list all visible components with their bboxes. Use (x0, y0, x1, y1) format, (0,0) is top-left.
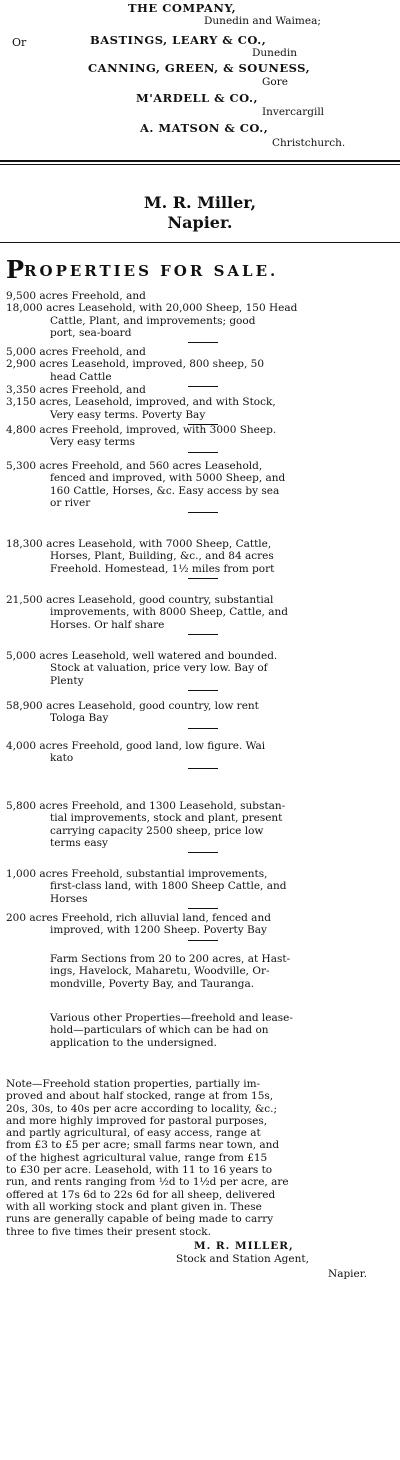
listing-separator (188, 908, 218, 909)
note-line: and more highly improved for pastoral purposes, (6, 1114, 268, 1127)
listing-line-indented: improved, with 1200 Sheep. Poverty Bay (50, 924, 267, 937)
note-line: runs are generally capable of being made to carry (6, 1213, 274, 1226)
listing-separator (188, 578, 218, 579)
note-line: from £3 to £5 per acre; small farms near town, and (6, 1139, 280, 1152)
note-line: of the highest agricultural value, range from £15 (6, 1151, 268, 1164)
listing-line: 2,900 acres Leasehold, improved, 800 sheep, 50 (6, 358, 265, 371)
listing-line-indented: Tologa Bay (50, 712, 109, 725)
note-line: 20s, 30s, to 40s per acre according to locality, &c.; (6, 1102, 278, 1115)
listing-line-indented: 160 Cattle, Horses, &c. Easy access by sea (50, 484, 280, 497)
agent-place-5: Christchurch. (272, 137, 346, 149)
note-line: proved and about half stocked, range at from 15s, (6, 1090, 274, 1103)
title-rest: ROPERTIES FOR SALE. (24, 262, 279, 280)
farm_sections-line: mondville, Poverty Bay, and Tauranga. (50, 977, 255, 990)
listing-item (6, 650, 396, 687)
listing-line: 21,500 acres Leasehold, good country, substantial (6, 594, 274, 606)
farm_sections-line: Farm Sections from 20 to 200 acres, at Hast- (50, 953, 291, 965)
listing-line: 5,800 acres Freehold, and 1300 Leasehold, substan- (6, 800, 286, 812)
listing-line-indented: Very easy terms. Poverty Bay (50, 408, 206, 421)
listing-line: 200 acres Freehold, rich alluvial land, fenced and (6, 912, 271, 924)
title-initial: P (6, 255, 25, 284)
or-label: Or (12, 36, 27, 49)
listing-line: 1,000 acres Freehold, substantial improvements, (6, 868, 268, 880)
note-line: three to five times their present stock. (6, 1225, 211, 1238)
listing-separator (188, 728, 218, 729)
agent-firm-2: BASTINGS, LEARY & CO., (90, 33, 267, 47)
listing-line-indented: first-class land, with 1800 Sheep Cattle, and (50, 880, 287, 893)
listing-item (6, 740, 396, 765)
listing-line: 5,000 acres Leasehold, well watered and bounded. (6, 650, 278, 662)
listing-separator (188, 634, 218, 635)
listing-line-indented: Horses, Plant, Building, &c., and 84 acres (50, 550, 274, 563)
listing-line-indented: or river (50, 496, 91, 509)
listing-item (6, 384, 396, 421)
note-line: to £30 per acre. Leasehold, with 11 to 16 years to (6, 1164, 273, 1177)
signature-title: Stock and Station Agent, (176, 1253, 309, 1265)
listing-line: 5,000 acres Freehold, and (6, 346, 146, 358)
listing-line-indented: tial improvements, stock and plant, present (50, 812, 283, 825)
listing-item (6, 346, 396, 383)
listing-line-indented: improvements, with 8000 Sheep, Cattle, and (50, 606, 288, 619)
note-paragraph (6, 1078, 396, 1238)
listing-separator (188, 452, 218, 453)
divider-rule-thin (0, 164, 400, 165)
listing-line-indented: Plenty (50, 674, 84, 687)
listing-item (6, 460, 396, 509)
agent-firm-1: THE COMPANY, (128, 1, 237, 15)
divider-rule (0, 160, 400, 162)
listing-separator (188, 690, 218, 691)
listing-line-indented: Freehold. Homestead, 1½ miles from port (50, 562, 275, 575)
listing-line: 18,000 acres Leasehold, with 20,000 Sheep, 150 Head (6, 302, 298, 315)
listing-line: 9,500 acres Freehold, and (6, 290, 146, 302)
agent-place-2: Dunedin (252, 47, 297, 59)
listing-line: 4,800 acres Freehold, improved, with 3000 Sheep. (6, 424, 277, 436)
listing-line-indented: port, sea-board (50, 326, 132, 339)
listing-item (6, 800, 396, 849)
listing-separator (188, 768, 218, 769)
listing-line-indented: fenced and improved, with 5000 Sheep, and (50, 472, 286, 485)
various-properties-text (50, 1012, 396, 1049)
agent-place-1: Dunedin and Waimea; (204, 15, 321, 27)
agent-firm-3: CANNING, GREEN, & SOUNESS, (88, 61, 311, 75)
note-line: and partly agricultural, of easy access, range at (6, 1127, 261, 1140)
agent-firm-5: A. MATSON & CO., (140, 121, 269, 135)
listing-item (6, 868, 396, 905)
advertiser-name: M. R. Miller, (143, 193, 257, 212)
advertiser-town: Napier. (167, 213, 233, 232)
listing-line-indented: Stock at valuation, price very low. Bay of (50, 662, 268, 675)
agent-place-3: Gore (262, 76, 288, 88)
listing-line-indented: Cattle, Plant, and improvements; good (50, 314, 256, 327)
farm-sections-text (50, 953, 396, 990)
listing-item (6, 424, 396, 449)
listing-line: 4,000 acres Freehold, good land, low figure. Wai (6, 740, 266, 752)
advertiser-block (0, 193, 400, 233)
section-rule (0, 242, 400, 243)
listing-line: 3,350 acres Freehold, and (6, 384, 146, 396)
listing-line-indented: Horses. Or half share (50, 618, 165, 631)
farm_sections-line: ings, Havelock, Maharetu, Woodville, Or- (50, 965, 270, 978)
listing-line-indented: Very easy terms (50, 436, 136, 449)
listing-item (6, 290, 396, 339)
listing-line: 5,300 acres Freehold, and 560 acres Leasehold, (6, 460, 263, 472)
listing-item (6, 912, 396, 937)
note-line: with all working stock and plant given in. These (6, 1200, 262, 1213)
note-line: run, and rents ranging from ½d to 1½d per acre, are (6, 1176, 289, 1189)
various-line: Various other Properties—freehold and lease- (50, 1012, 293, 1024)
listing-line-indented: kato (50, 752, 74, 765)
listing-line: 18,300 acres Leasehold, with 7000 Sheep, Cattle, (6, 538, 272, 550)
listing-line: 3,150 acres, Leasehold, improved, and with Stock, (6, 396, 276, 409)
note-line: offered at 17s 6d to 22s 6d for all sheep, delivered (6, 1188, 276, 1201)
listing-separator (188, 852, 218, 853)
listing-line: 58,900 acres Leasehold, good country, low rent (6, 700, 259, 712)
listing-separator (188, 940, 218, 941)
listing-item (6, 700, 396, 725)
agents-block (0, 0, 400, 152)
listing-item (6, 538, 396, 575)
signature-town: Napier. (328, 1268, 367, 1280)
note-line: Note—Freehold station properties, partially im- (6, 1078, 261, 1090)
agent-firm-4: M'ARDELL & CO., (136, 91, 259, 105)
listing-line-indented: head Cattle (50, 370, 112, 383)
page-title (6, 255, 396, 284)
listing-line-indented: carrying capacity 2500 sheep, price low (50, 824, 264, 837)
signature-name: M. R. MILLER, (194, 1240, 294, 1252)
various-line: application to the undersigned. (50, 1036, 217, 1049)
listing-separator (188, 342, 218, 343)
agent-place-4: Invercargill (262, 106, 325, 118)
various-line: hold—particulars of which can be had on (50, 1024, 269, 1037)
listing-line-indented: terms easy (50, 836, 108, 849)
listing-item (6, 594, 396, 631)
listing-separator (188, 512, 218, 513)
listing-line-indented: Horses (50, 892, 88, 905)
